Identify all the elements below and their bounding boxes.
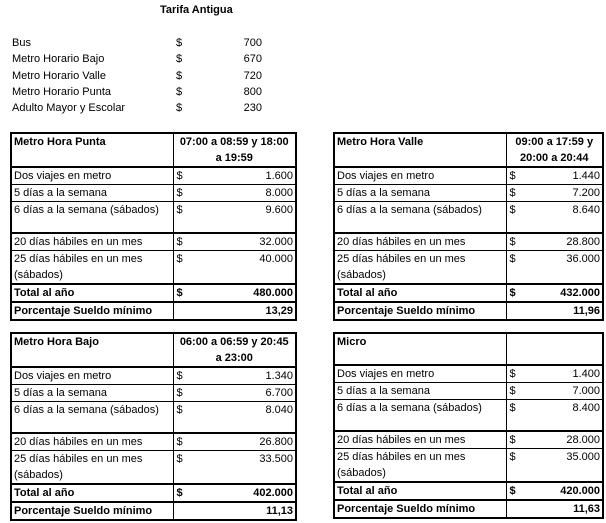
row-value: 36.000 <box>566 253 600 265</box>
table-row <box>334 233 603 251</box>
row-label: 6 días a la semana (sábados) <box>334 202 506 234</box>
row-label: 20 días hábiles en un mes <box>11 233 173 251</box>
row-label: Dos viajes en metro <box>11 167 173 185</box>
row-currency: $ <box>509 236 516 248</box>
table-row <box>11 385 296 402</box>
percent-row <box>11 502 296 520</box>
row-currency: $ <box>509 187 516 199</box>
total-row <box>334 284 603 302</box>
percent-label: Porcentaje Sueldo mínimo <box>11 502 173 520</box>
fare-label: Metro Horario Punta <box>12 85 112 98</box>
table-title: Micro <box>334 333 506 365</box>
page-title: Tarifa Antigua <box>160 4 233 16</box>
table-row <box>334 449 603 483</box>
table-schedule: 07:00 a 08:59 y 18:00 a 19:59 <box>173 133 296 167</box>
percent-value: 11,63 <box>506 500 603 518</box>
total-value: 432.000 <box>560 287 600 299</box>
percent-row <box>11 302 296 320</box>
fare-value: 720 <box>243 69 262 82</box>
row-currency: $ <box>176 187 183 199</box>
total-currency: $ <box>509 287 516 299</box>
total-row <box>334 482 603 500</box>
row-value: 8.640 <box>572 204 600 216</box>
fare-currency: $ <box>176 102 183 115</box>
fare-value: 700 <box>243 37 262 49</box>
percent-row <box>334 500 603 518</box>
row-currency: $ <box>176 253 183 265</box>
row-label: 20 días hábiles en un mes <box>11 433 173 451</box>
row-value: 8.040 <box>265 404 293 416</box>
fare-table <box>10 132 297 321</box>
fare-label: Bus <box>12 37 31 49</box>
row-currency: $ <box>176 170 183 182</box>
row-value: 9.600 <box>265 204 293 216</box>
table-row <box>11 233 296 251</box>
fare-table <box>333 132 604 321</box>
fare-value: 800 <box>243 85 262 98</box>
percent-value: 13,29 <box>173 302 296 320</box>
percent-row <box>334 302 603 320</box>
total-label: Total al año <box>11 484 173 502</box>
row-currency: $ <box>176 453 183 465</box>
row-currency: $ <box>509 170 516 182</box>
row-currency: $ <box>176 404 183 416</box>
row-label: 5 días a la semana <box>334 383 506 400</box>
table-title: Metro Hora Bajo <box>11 333 173 367</box>
total-row <box>11 484 296 502</box>
row-currency: $ <box>509 402 516 414</box>
table-schedule: 06:00 a 06:59 y 20:45 a 23:00 <box>173 333 296 367</box>
row-currency: $ <box>509 204 516 216</box>
row-value: 32.000 <box>259 236 293 248</box>
table-row <box>11 185 296 202</box>
percent-value: 11,96 <box>506 302 603 320</box>
row-currency: $ <box>509 253 516 265</box>
row-currency: $ <box>509 385 516 397</box>
total-value: 402.000 <box>253 487 293 499</box>
total-label: Total al año <box>334 284 506 302</box>
fare-label: Metro Horario Bajo <box>12 53 105 66</box>
row-currency: $ <box>176 204 183 216</box>
row-currency: $ <box>176 387 183 399</box>
row-currency: $ <box>176 436 183 448</box>
table-row <box>334 431 603 449</box>
percent-value: 11,13 <box>173 502 296 520</box>
row-label: 25 días hábiles en un mes (sábados) <box>11 451 173 485</box>
table-row <box>334 167 603 185</box>
fare-currency: $ <box>176 53 183 66</box>
table-row <box>11 167 296 185</box>
row-label: 20 días hábiles en un mes <box>334 233 506 251</box>
total-row <box>11 284 296 302</box>
total-value: 420.000 <box>560 485 600 497</box>
row-label: 5 días a la semana <box>11 185 173 202</box>
table-schedule <box>506 333 603 365</box>
table-row <box>11 451 296 485</box>
table-row <box>334 383 603 400</box>
table-row <box>334 202 603 234</box>
table-row <box>11 433 296 451</box>
row-value: 26.800 <box>259 436 293 448</box>
row-value: 1.440 <box>572 170 600 182</box>
row-label: 5 días a la semana <box>334 185 506 202</box>
fare-table <box>10 332 297 521</box>
fare-label: Adulto Mayor y Escolar <box>12 102 126 115</box>
percent-label: Porcentaje Sueldo mínimo <box>11 302 173 320</box>
row-label: 5 días a la semana <box>11 385 173 402</box>
row-value: 35.000 <box>566 451 600 463</box>
row-label: Dos viajes en metro <box>11 367 173 385</box>
fare-currency: $ <box>176 37 183 49</box>
row-label: 20 días hábiles en un mes <box>334 431 506 449</box>
fare-row <box>12 35 262 51</box>
table-row <box>334 185 603 202</box>
row-value: 1.400 <box>572 368 600 380</box>
table-title: Metro Hora Punta <box>11 133 173 167</box>
total-value: 480.000 <box>253 287 293 299</box>
table-schedule: 09:00 a 17:59 y 20:00 a 20:44 <box>506 133 603 167</box>
row-label: 25 días hábiles en un mes (sábados) <box>334 449 506 483</box>
table-title: Metro Hora Valle <box>334 133 506 167</box>
row-value: 7.200 <box>572 187 600 199</box>
row-value: 28.000 <box>566 434 600 446</box>
row-value: 6.700 <box>265 387 293 399</box>
row-value: 28.800 <box>566 236 600 248</box>
table-row <box>334 365 603 383</box>
row-value: 1.340 <box>265 370 293 382</box>
row-value: 8.000 <box>265 187 293 199</box>
fare-row <box>12 51 262 67</box>
row-value: 8.400 <box>572 402 600 414</box>
row-currency: $ <box>509 434 516 446</box>
row-label: 25 días hábiles en un mes (sábados) <box>334 251 506 285</box>
table-row <box>11 402 296 434</box>
table-row <box>334 251 603 285</box>
fare-row <box>12 84 262 100</box>
fare-currency: $ <box>176 85 183 98</box>
total-currency: $ <box>176 487 183 499</box>
total-currency: $ <box>176 287 183 299</box>
table-row <box>11 202 296 234</box>
row-label: Dos viajes en metro <box>334 365 506 383</box>
total-currency: $ <box>509 485 516 497</box>
row-label: 6 días a la semana (sábados) <box>11 402 173 434</box>
fare-row <box>12 68 262 84</box>
table-row <box>11 367 296 385</box>
fare-table <box>333 332 604 519</box>
fare-currency: $ <box>176 69 183 82</box>
row-value: 7.000 <box>572 385 600 397</box>
table-row <box>11 251 296 285</box>
fare-value: 670 <box>243 53 262 66</box>
total-label: Total al año <box>334 482 506 500</box>
row-currency: $ <box>509 451 516 463</box>
row-currency: $ <box>176 370 183 382</box>
percent-label: Porcentaje Sueldo mínimo <box>334 302 506 320</box>
row-label: Dos viajes en metro <box>334 167 506 185</box>
row-label: 6 días a la semana (sábados) <box>11 202 173 234</box>
row-value: 1.600 <box>265 170 293 182</box>
total-label: Total al año <box>11 284 173 302</box>
table-row <box>334 400 603 432</box>
percent-label: Porcentaje Sueldo mínimo <box>334 500 506 518</box>
row-currency: $ <box>176 236 183 248</box>
fare-value: 230 <box>243 102 262 115</box>
row-label: 6 días a la semana (sábados) <box>334 400 506 432</box>
row-value: 33.500 <box>259 453 293 465</box>
row-label: 25 días hábiles en un mes (sábados) <box>11 251 173 285</box>
row-currency: $ <box>509 368 516 380</box>
fare-label: Metro Horario Valle <box>12 69 106 82</box>
fare-row <box>12 100 262 116</box>
row-value: 40.000 <box>259 253 293 265</box>
